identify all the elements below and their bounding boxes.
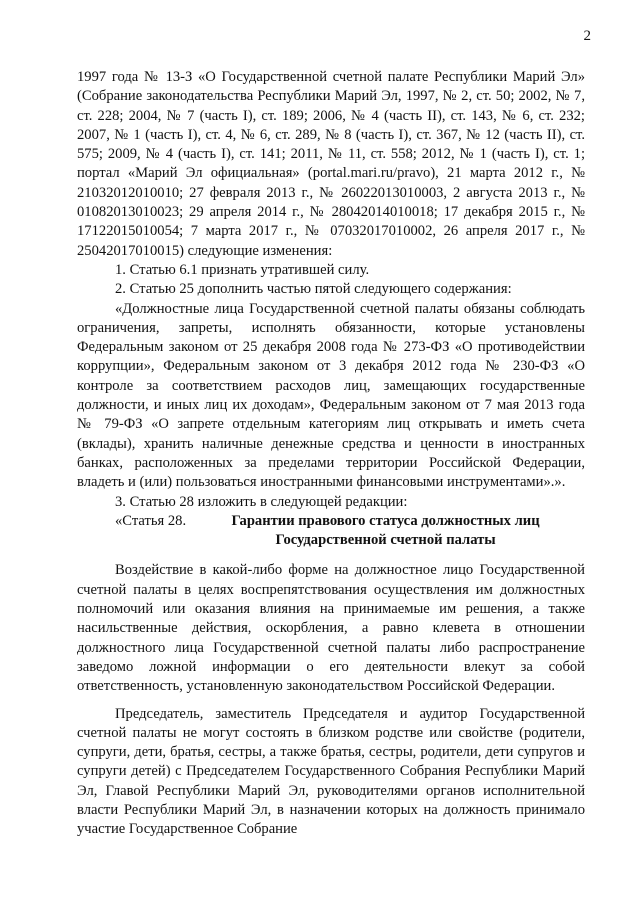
article-number: «Статья 28. <box>115 512 187 529</box>
article-title: Гарантии правового статуса должностных лиц Государственной счетной палаты <box>231 512 540 549</box>
paragraph-item-1: 1. Статью 6.1 признать утратившей силу. <box>115 261 370 278</box>
paragraph-amendment-sources: 1997 года № 13-З «О Государственной счетной палате Республики Марий Эл» (Собрание законодательства Республики Марий Эл, 1997, № 2, ст. 50; 2002, № 7, ст. 228; 2004, № 7 (часть I), ст. 189; 2006, № 4 (часть II), ст. 143, № 6, ст. 232; 2007, № 1 (часть I), ст. 4, № 6, ст. 289, № 8 (часть I), ст. 367, № 12 (часть II), ст. 575; 2009, № 4 (часть I), ст. 141; 2011, № 11, ст. 558; 2012, № 1 (часть I), ст. 1; портал «Марий Эл официальная» (portal.mari.ru/pravo), 21 марта 2012 г., № 21032012010010; 27 февраля 2013 г., № 26022013010003, 2 августа 2013 г., № 01082013010023; 29 апреля 2014 г., № 28042014010018; 17 декабря 2015 г., № 17122015010054; 7 марта 2017 г., № 07032017010002, 26 апреля 2017 г., № 25042017010015) следующие изменения: <box>77 69 585 259</box>
paragraph-article-28-part-2: Председатель, заместитель Председателя и аудитор Государственной счетной палаты не могут состоять в близком родстве или свойстве (родители, супруги, дети, братья, сестры, а также братья, сестры, родители, дети супругов и супруги детей) с Председателем Государственного Собрания Республики Марий Эл, Главой Республики Марий Эл, руководителями органов исполнительной власти Республики Марий Эл, в назначении которых на должность принимало участие Государственное Собрание <box>77 705 585 838</box>
paragraph-article-25-text: «Должностные лица Государственной счетной палаты обязаны соблюдать ограничения, запреты, исполнять обязанности, которые установлены Федеральным законом от 25 декабря 2008 года № 273-ФЗ «О противодействии коррупции», Федеральным законом от 3 декабря 2012 года № 230-ФЗ «О контроле за соответствием расходов лиц, замещающих государственные должности, и иных лиц их доходам», Федеральным законом от 7 мая 2013 года № 79-ФЗ «О запрете отдельным категориям лиц открывать и иметь счета (вклады), хранить наличные денежные средства и ценности в иностранных банках, расположенных за пределами территории Российской Федерации, владеть и (или) пользоваться иностранными финансовыми инструментами».». <box>77 300 585 491</box>
document-body <box>77 68 585 840</box>
article-28-heading <box>77 512 585 551</box>
paragraph-item-3: 3. Статью 28 изложить в следующей редакции: <box>115 493 408 510</box>
page-number: 2 <box>583 28 591 44</box>
paragraph-item-2: 2. Статью 25 дополнить частью пятой следующего содержания: <box>115 281 512 298</box>
paragraph-article-28-part-1: Воздействие в какой-либо форме на должностное лицо Государственной счетной палаты в целях воспрепятствования осуществления им должностных полномочий или оказания влияния на принимаемые им решения, а также насильственные действия, оскорбления, а равно клевета в отношении должностного лица Государственной счетной палаты либо распространение заведомо ложной информации о его деятельности влекут за собой ответственность, установленную законодательством Российской Федерации. <box>77 562 585 695</box>
